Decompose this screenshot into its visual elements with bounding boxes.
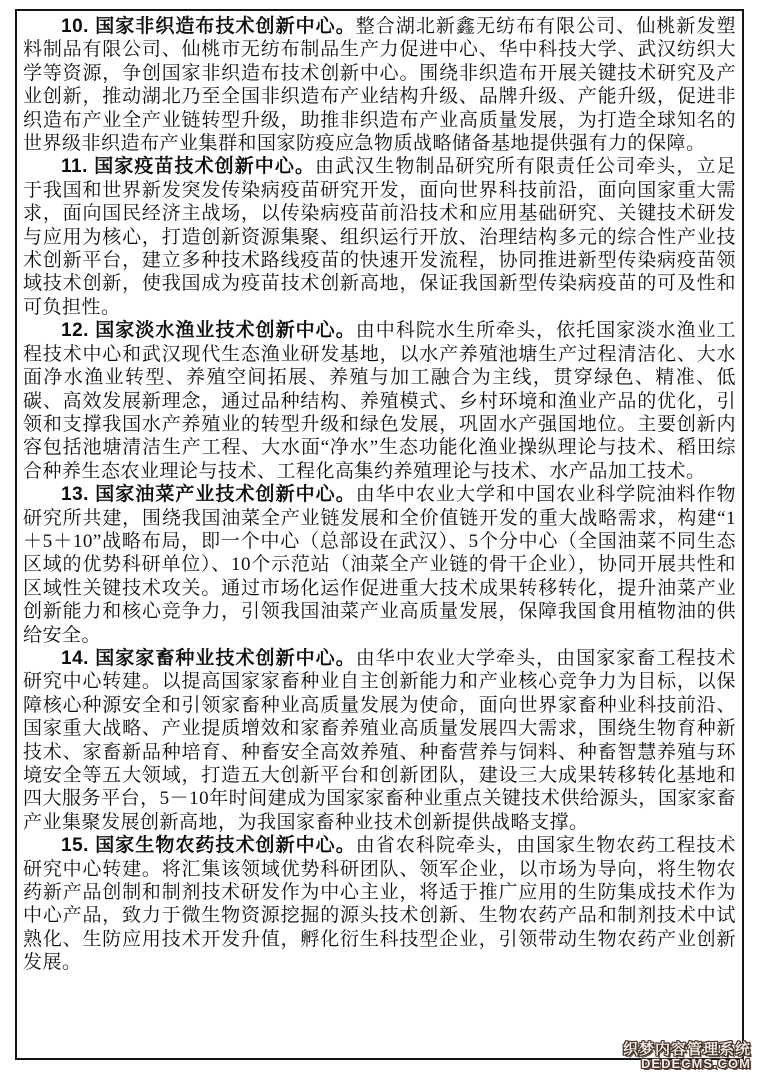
paragraph-10-body: 整合湖北新鑫无纺布有限公司、仙桃新发塑料制品有限公司、仙桃市无纺布制品生产力促进中心、华中科技大学、武汉纺织大学等资源，争创国家非织造布技术创新中心。围绕非织造布开展关键技术研究及产业创新，推动湖北乃至全国非织造布产业结构升级、品牌升级、产能升级，促进非织造布产业全产业链转型升级，助推非织造布产业高质量发展，为打造全球知名的世界级非织造布产业集群和国家防疫应急物质战略储备基地提供强有力的保障。 <box>23 16 736 155</box>
paragraph-11-body: 由武汉生物制品研究所有限责任公司牵头，立足于我国和世界新发突发传染病疫苗研究开发，面向世界科技前沿，面向国家重大需求，面向国民经济主战场，以传染病疫苗前沿技术和应用基础研究、关键技术研发与应用为核心，打造创新资源集聚、组织运行开放、治理结构多元的综合性产业技术创新平台，建立多种技术路线疫苗的快速开发流程，协同推进新型传染病疫苗领域技术创新，使我国成为疫苗技术创新高地，保证我国新型传染病疫苗的可及性和可负担性。 <box>23 156 736 318</box>
paragraph-13 <box>23 483 736 647</box>
paragraph-15-heading: 15. 国家生物农药技术创新中心。 <box>61 835 356 857</box>
watermark-site-url: DEDECMS.COM <box>641 1056 751 1072</box>
paragraph-13-heading: 13. 国家油菜产业技术创新中心。 <box>61 484 356 506</box>
paragraph-10 <box>23 15 736 155</box>
paragraph-12 <box>23 319 736 483</box>
document-body <box>23 15 736 975</box>
paragraph-12-body: 由中科院水生所牵头，依托国家淡水渔业工程技术中心和武汉现代生态渔业研发基地，以水产养殖池塘生产过程清洁化、大水面净水渔业转型、养殖空间拓展、养殖与加工融合为主线，贯穿绿色、精准、低碳、高效发展新理念，通过品种结构、养殖模式、乡村环境和渔业产品的优化，引领和支撑我国水产养殖业的转型升级和绿色发展，巩固水产强国地位。主要创新内容包括池塘清洁生产工程、大水面“净水”生态功能化渔业操纵理论与技术、稻田综合种养生态农业理论与技术、工程化高集约养殖理论与技术、水产品加工技术。 <box>23 320 736 482</box>
paragraph-12-heading: 12. 国家淡水渔业技术创新中心。 <box>61 320 356 342</box>
paragraph-14-body: 由华中农业大学牵头，由国家家畜工程技术研究中心转建。以提高国家家畜种业自主创新能力和产业核心竞争力为目标，以保障核心种源安全和引领家畜种业高质量发展为使命，面向世界家畜种业科技前沿、国家重大战略、产业提质增效和家畜养殖业高质量发展四大需求，围绕生物育种新技术、家畜新品种培育、种畜安全高效养殖、种畜营养与饲料、种畜智慧养殖与环境安全等五大领域，打造五大创新平台和创新团队，建设三大成果转移转化基地和四大服务平台，5－10年时间建成为国家家畜种业重点关键技术供给源头，国家家畜产业集聚发展创新高地，为我国家畜种业技术创新提供战略支撑。 <box>23 647 736 833</box>
paragraph-10-heading: 10. 国家非织造布技术创新中心。 <box>61 16 356 37</box>
paragraph-15-body: 由省农科院牵头，由国家生物农药工程技术研究中心转建。将汇集该领域优势科研团队、领军企业，以市场为导向，将生物农药新产品创制和制剂技术研发作为中心主业，将适于推广应用的生防集成技术作为中心产品，致力于微生物资源挖掘的源头技术创新、生物农药产品和制剂技术中试熟化、生防应用技术开发升值，孵化衍生科技型企业，引领带动生物农药产业创新发展。 <box>23 835 736 974</box>
paragraph-14 <box>23 647 736 834</box>
paragraph-15 <box>23 834 736 974</box>
paragraph-14-heading: 14. 国家家畜种业技术创新中心。 <box>61 647 356 669</box>
paragraph-13-body: 由华中农业大学和中国农业科学院油料作物研究所共建，围绕我国油菜全产业链发展和全价值链开发的重大战略需求，构建“1＋5＋10”战略布局，即一个中心（总部设在武汉）、5个分中心（全国油菜不同生态区域的优势科研单位）、10个示范站（油菜全产业链的骨干企业），协同开展共性和区域性关键技术攻关。通过市场化运作促进重大技术成果转移转化，提升油菜产业创新能力和核心竞争力，引领我国油菜产业高质量发展，保障我国食用植物油的供给安全。 <box>23 484 736 646</box>
paragraph-11 <box>23 155 736 319</box>
watermark-site-name: 织梦内容管理系统 <box>622 1040 751 1058</box>
paragraph-11-heading: 11. 国家疫苗技术创新中心。 <box>61 156 316 178</box>
cms-watermark <box>623 1042 751 1071</box>
